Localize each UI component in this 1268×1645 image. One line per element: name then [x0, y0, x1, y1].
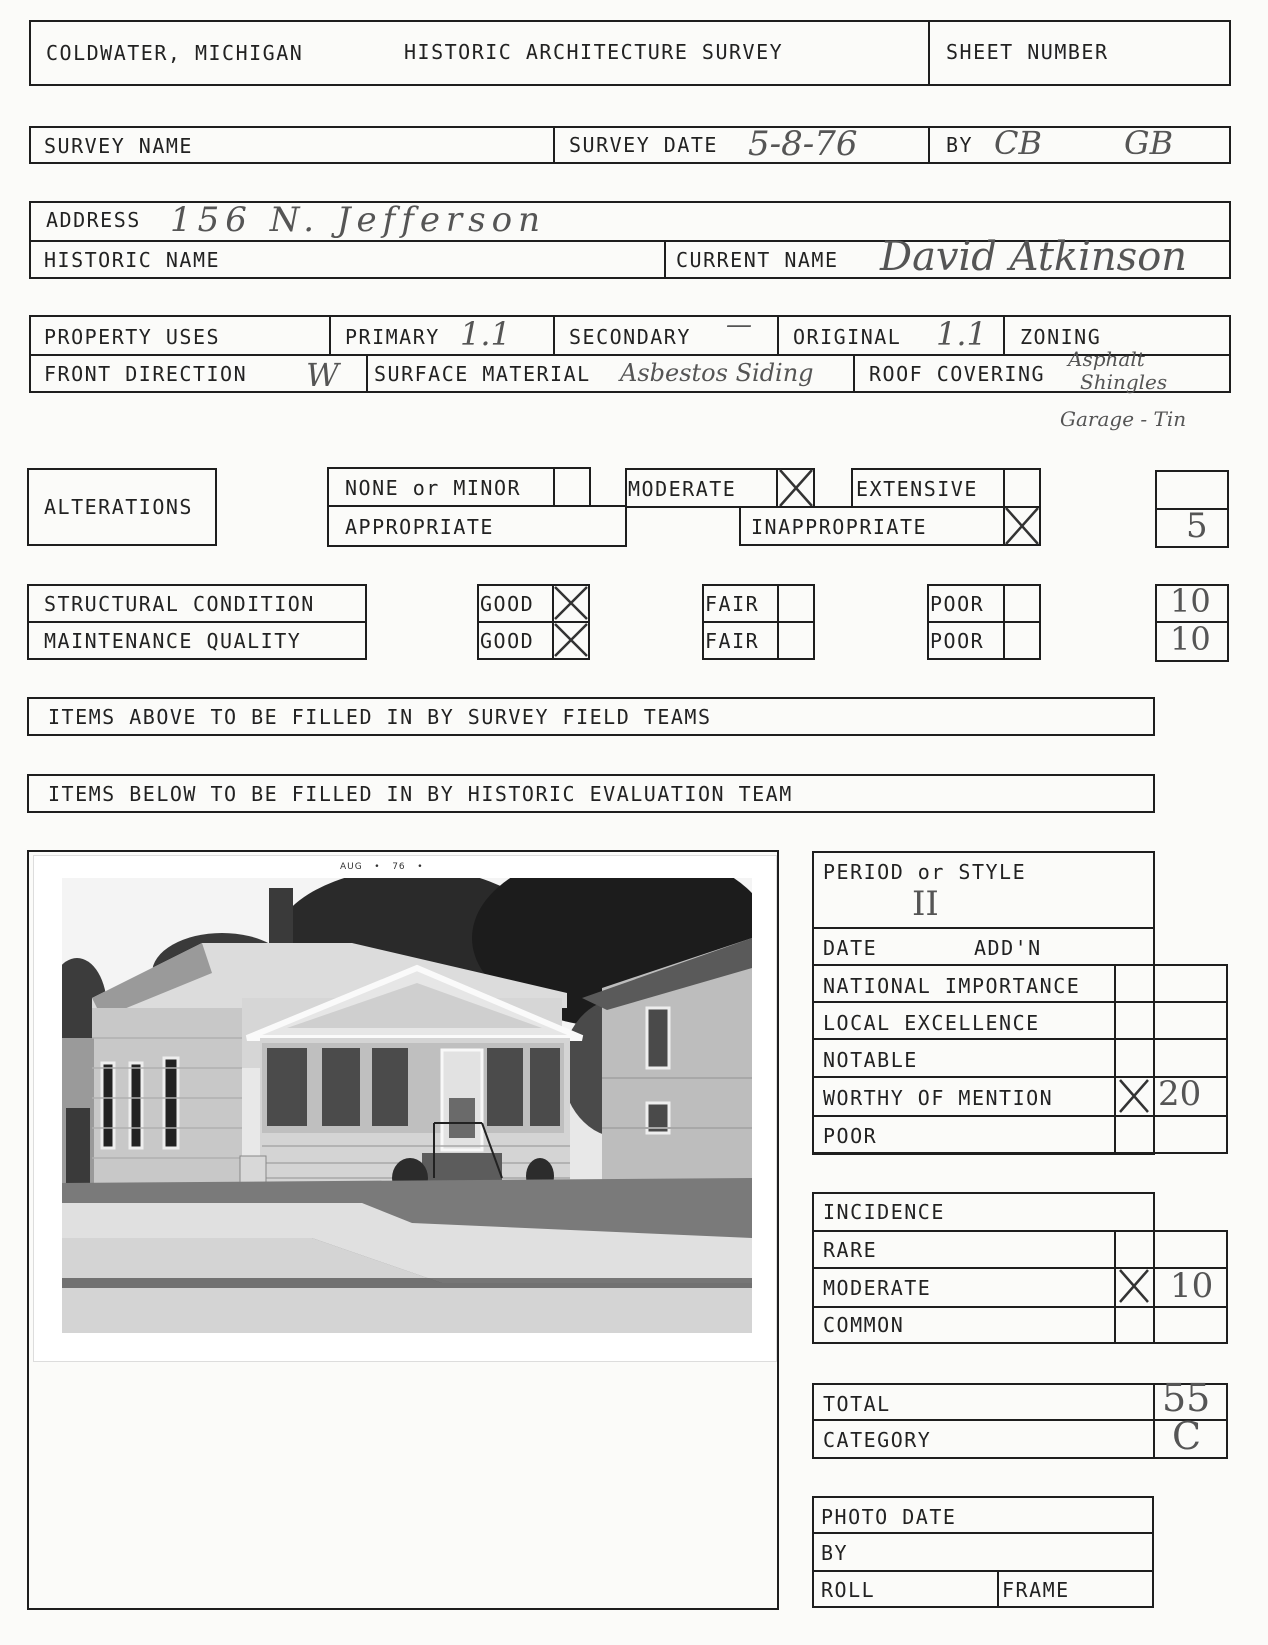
survey-date-value: 5-8-76	[748, 124, 858, 164]
appropriate-option: APPROPRIATE	[345, 515, 494, 539]
worthy-check-mark	[1116, 1078, 1152, 1114]
secondary-label: SECONDARY	[569, 325, 691, 349]
maintenance-good-check-mark	[553, 622, 589, 658]
survey-by-value-2: GB	[1124, 124, 1174, 162]
addn-label: ADD'N	[974, 936, 1042, 960]
worthy-score: 20	[1158, 1074, 1202, 1114]
worthy-of-mention-label: WORTHY OF MENTION	[823, 1086, 1054, 1110]
maintenance-poor-option: POOR	[930, 629, 985, 653]
notable-label: NOTABLE	[823, 1048, 918, 1072]
original-value: 1.1	[936, 315, 987, 353]
structural-good-option: GOOD	[480, 592, 535, 616]
address-value: 156 N. Jefferson	[170, 200, 547, 240]
front-direction-label: FRONT DIRECTION	[44, 362, 248, 386]
date-label: DATE	[823, 936, 878, 960]
national-importance-label: NATIONAL IMPORTANCE	[823, 974, 1081, 998]
surface-material-label: SURFACE MATERIAL	[374, 362, 591, 386]
evaluation-team-note: ITEMS BELOW TO BE FILLED IN BY HISTORIC EVALUATION TEAM	[48, 782, 793, 806]
maintenance-score: 10	[1170, 620, 1211, 658]
incidence-moderate-check-mark	[1116, 1268, 1152, 1304]
period-style-label: PERIOD or STYLE	[823, 860, 1027, 884]
zoning-label: ZONING	[1020, 325, 1102, 349]
category-value: C	[1172, 1414, 1202, 1458]
alterations-score: 5	[1186, 506, 1208, 546]
primary-value: 1.1	[460, 315, 511, 353]
field-teams-note: ITEMS ABOVE TO BE FILLED IN BY SURVEY FIELD TEAMS	[48, 705, 712, 729]
secondary-value: —	[726, 310, 752, 340]
city-label: COLDWATER, MICHIGAN	[46, 41, 304, 65]
address-label: ADDRESS	[46, 208, 141, 232]
structural-good-check-mark	[553, 585, 589, 621]
survey-by-label: BY	[946, 133, 974, 157]
inappropriate-option: INAPPROPRIATE	[751, 515, 928, 539]
property-uses-label: PROPERTY USES	[44, 325, 221, 349]
roof-covering-value-2: Shingles	[1080, 370, 1168, 394]
maintenance-fair-option: FAIR	[705, 629, 760, 653]
incidence-moderate-score: 10	[1170, 1266, 1214, 1306]
none-minor-option: NONE or MINOR	[345, 476, 522, 500]
structural-score: 10	[1170, 582, 1211, 620]
photo-date-label: PHOTO DATE	[821, 1505, 957, 1529]
current-name-value: David Atkinson	[880, 234, 1188, 280]
evaluation-grid	[812, 927, 1155, 1155]
local-excellence-label: LOCAL EXCELLENCE	[823, 1011, 1040, 1035]
incidence-moderate-label: MODERATE	[823, 1276, 932, 1300]
surface-material-value: Asbestos Siding	[620, 359, 814, 387]
photo-by-label: BY	[821, 1541, 849, 1565]
house-scene	[62, 878, 752, 1333]
roof-covering-label: ROOF COVERING	[869, 362, 1046, 386]
house-photograph	[34, 856, 776, 1361]
historic-name-label: HISTORIC NAME	[44, 248, 221, 272]
survey-date-label: SURVEY DATE	[569, 133, 718, 157]
form-title: HISTORIC ARCHITECTURE SURVEY	[404, 40, 784, 64]
structural-poor-option: POOR	[930, 592, 985, 616]
survey-name-label: SURVEY NAME	[44, 134, 193, 158]
structural-fair-option: FAIR	[705, 592, 760, 616]
period-style-value: II	[912, 884, 939, 924]
moderate-check-mark	[778, 468, 814, 508]
frame-label: FRAME	[1002, 1578, 1070, 1602]
moderate-option: MODERATE	[628, 477, 737, 501]
rare-label: RARE	[823, 1238, 878, 1262]
structural-condition-label: STRUCTURAL CONDITION	[44, 592, 315, 616]
common-label: COMMON	[823, 1313, 905, 1337]
current-name-label: CURRENT NAME	[676, 248, 839, 272]
total-label: TOTAL	[823, 1392, 891, 1416]
roof-covering-value-1: Asphalt	[1068, 347, 1145, 371]
inappropriate-check-mark	[1004, 506, 1040, 546]
incidence-label: INCIDENCE	[823, 1200, 945, 1224]
roll-label: ROLL	[821, 1578, 876, 1602]
survey-by-value-1: CB	[994, 124, 1042, 162]
sheet-number-label: SHEET NUMBER	[946, 40, 1109, 64]
roof-note: Garage - Tin	[1060, 407, 1187, 431]
primary-label: PRIMARY	[345, 325, 440, 349]
maintenance-good-option: GOOD	[480, 629, 535, 653]
alterations-label: ALTERATIONS	[44, 495, 193, 519]
total-value: 55	[1162, 1376, 1211, 1420]
original-label: ORIGINAL	[793, 325, 902, 349]
evaluation-poor-label: POOR	[823, 1124, 878, 1148]
extensive-option: EXTENSIVE	[856, 477, 978, 501]
front-direction-value: W	[306, 356, 339, 394]
photo-date-stamp: AUG • 76 •	[340, 862, 424, 872]
maintenance-quality-label: MAINTENANCE QUALITY	[44, 629, 302, 653]
category-label: CATEGORY	[823, 1428, 932, 1452]
